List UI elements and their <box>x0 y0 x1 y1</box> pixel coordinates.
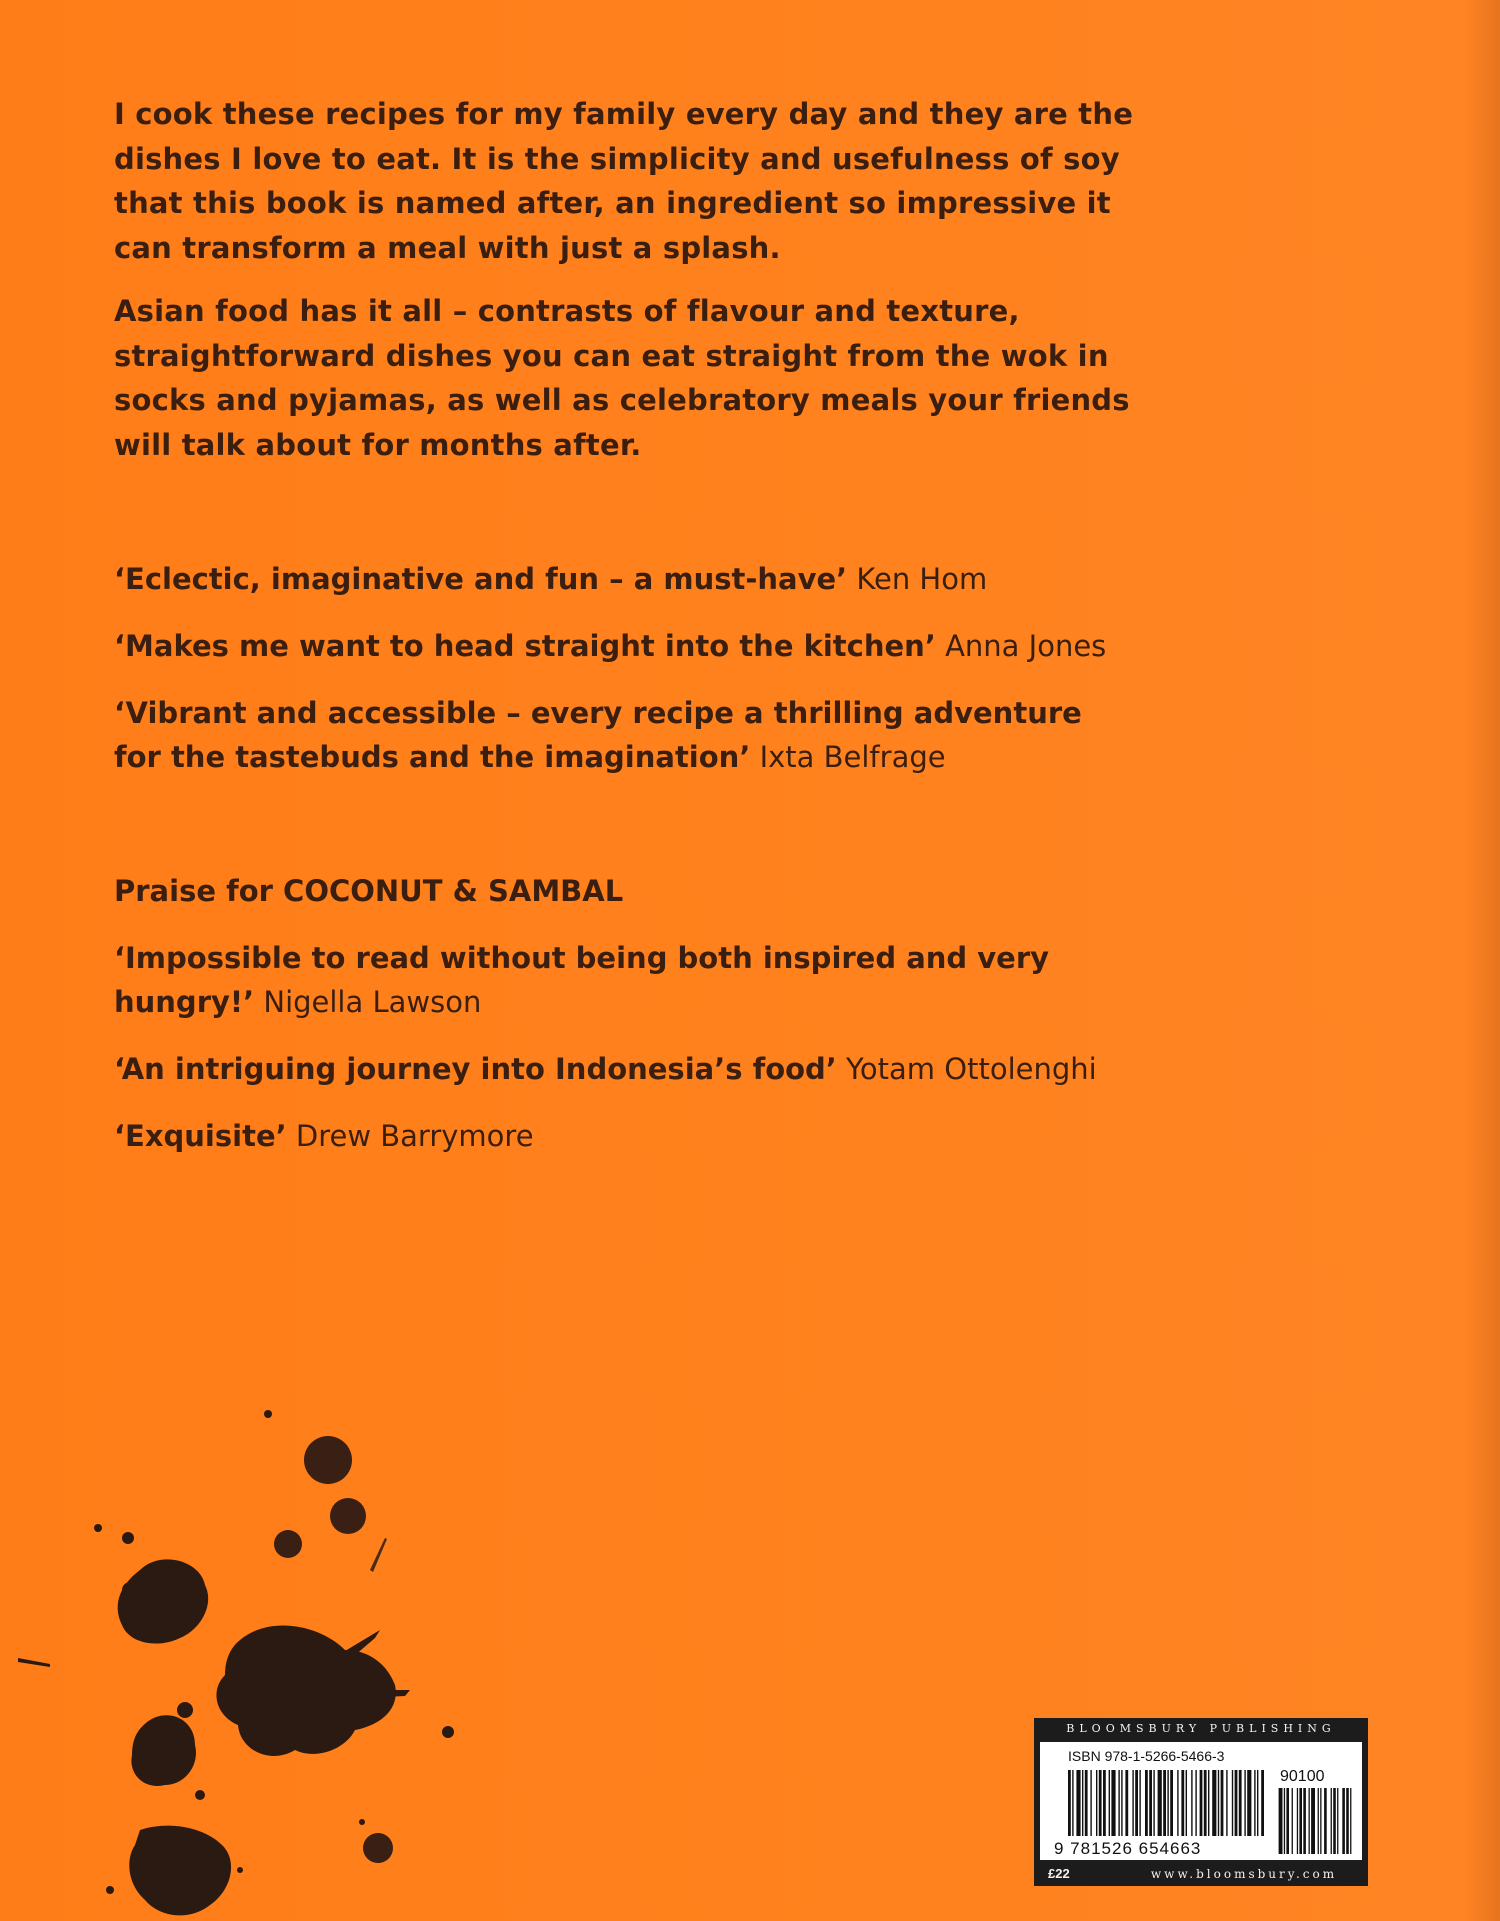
review-quote <box>114 624 1134 668</box>
quote-author: Drew Barrymore <box>295 1119 534 1153</box>
addon-bar <box>1337 1788 1338 1854</box>
quote-text: ‘Vibrant and accessible – every recipe a thrilling adventure for the tastebuds and the imagination’ <box>114 696 1082 774</box>
addon-bar <box>1297 1788 1298 1854</box>
ean-digits: 9 781526 654663 <box>1054 1839 1202 1858</box>
praise-heading: Praise for COCONUT & SAMBAL <box>114 874 624 908</box>
barcode-bar <box>1082 1770 1083 1836</box>
addon-code: 90100 <box>1280 1768 1325 1785</box>
barcode-bar <box>1235 1770 1238 1836</box>
cover-edge-shadow <box>1464 0 1500 1921</box>
barcode-bar <box>1158 1770 1162 1836</box>
barcode-bar <box>1247 1770 1251 1836</box>
quote-author: Yotam Ottolenghi <box>846 1052 1097 1086</box>
barcode-bar <box>1191 1770 1192 1836</box>
barcode-bar <box>1145 1770 1148 1836</box>
quote-text: ‘Eclectic, imaginative and fun – a must-have’ <box>114 562 848 596</box>
praise-quote <box>114 936 1074 1024</box>
barcode-panel <box>1034 1718 1368 1886</box>
praise-quotes <box>114 936 1134 1158</box>
barcode-bar <box>1212 1770 1216 1836</box>
barcode-bar <box>1163 1770 1166 1836</box>
addon-bar <box>1309 1788 1310 1854</box>
barcode-bar <box>1096 1770 1097 1836</box>
barcode-bar <box>1135 1770 1138 1836</box>
praise-quote <box>114 1047 1134 1091</box>
barcode-bar <box>1090 1770 1091 1836</box>
quote-author: Ken Hom <box>856 562 988 596</box>
barcode-bar <box>1254 1770 1255 1836</box>
barcode-bar <box>1167 1770 1168 1836</box>
addon-bar <box>1342 1788 1345 1854</box>
blurb-paragraph-1: I cook these recipes for my family every day and they are the dishes I love to eat. It is the simplicity and usefulness of soy that this book is named after, an ingredient so impressive it can transform a meal with just a splash. <box>114 97 1134 265</box>
review-quote <box>114 691 1114 779</box>
praise-quote <box>114 1114 1134 1158</box>
barcode-bar <box>1244 1770 1245 1836</box>
barcode-area <box>1040 1742 1362 1860</box>
publisher-name: BLOOMSBURY PUBLISHING <box>1066 1722 1336 1735</box>
addon-bar <box>1350 1788 1351 1854</box>
quote-text: ‘Exquisite’ <box>114 1119 287 1153</box>
barcode-bar <box>1186 1770 1187 1836</box>
addon-bar <box>1303 1788 1306 1854</box>
barcode-bar <box>1099 1770 1102 1836</box>
addon-bar <box>1286 1788 1289 1854</box>
quote-text: ‘An intriguing journey into Indonesia’s food’ <box>114 1052 837 1086</box>
barcode-bar <box>1170 1770 1173 1836</box>
quote-text: ‘Impossible to read without being both inspired and very hungry!’ <box>114 941 1050 1019</box>
barcode-bar <box>1200 1770 1203 1836</box>
addon-bar <box>1292 1788 1293 1854</box>
barcode-bar <box>1232 1770 1233 1836</box>
barcode-bar <box>1132 1770 1133 1836</box>
barcode-bar <box>1257 1770 1258 1836</box>
cover-text-block <box>114 92 1134 1181</box>
blurb <box>114 92 1134 467</box>
quote-author: Nigella Lawson <box>263 985 482 1019</box>
barcode-bar <box>1111 1770 1115 1836</box>
barcode-bar <box>1149 1770 1152 1836</box>
barcode-bar <box>1239 1770 1242 1836</box>
addon-bar <box>1324 1788 1327 1854</box>
addon-bar <box>1333 1788 1336 1854</box>
review-quote <box>114 557 1134 601</box>
quote-text: ‘Makes me want to head straight into the kitchen’ <box>114 629 936 663</box>
publisher-website: www.bloomsbury.com <box>1150 1867 1338 1881</box>
barcode-bar <box>1153 1770 1154 1836</box>
barcode-bar <box>1261 1770 1264 1836</box>
barcode-bar <box>1139 1770 1140 1836</box>
barcode-bar <box>1218 1770 1219 1836</box>
barcode-bar <box>1072 1770 1073 1836</box>
barcode-bar <box>1226 1770 1227 1836</box>
barcode-bar <box>1208 1770 1209 1836</box>
barcode-bar <box>1181 1770 1184 1836</box>
barcode-bar <box>1125 1770 1128 1836</box>
barcode-bar <box>1121 1770 1122 1836</box>
addon-bar <box>1346 1788 1349 1854</box>
barcode-bar <box>1109 1770 1110 1836</box>
barcode-bar <box>1076 1770 1080 1836</box>
addon-bar <box>1320 1788 1321 1854</box>
isbn-text: ISBN 978-1-5266-5466-3 <box>1068 1748 1225 1764</box>
addon-bar <box>1279 1788 1283 1854</box>
soy-sauce-splatter-graphic <box>0 1390 480 1921</box>
barcode-bar <box>1177 1770 1178 1836</box>
addon-bar <box>1318 1788 1319 1854</box>
addon-bar <box>1311 1788 1315 1854</box>
quote-author: Anna Jones <box>945 629 1107 663</box>
barcode-bar <box>1195 1770 1196 1836</box>
quote-author: Ixta Belfrage <box>759 740 946 774</box>
barcode-bar <box>1204 1770 1207 1836</box>
barcode-bar <box>1118 1770 1119 1836</box>
blurb-paragraph-2: Asian food has it all – contrasts of flavour and texture, straightforward dishes you can eat straight from the wok in socks and pyjamas, as well as celebratory meals your friends will talk about for months after. <box>114 294 1130 462</box>
addon-bar <box>1284 1788 1285 1854</box>
addon-bar <box>1331 1788 1332 1854</box>
barcode-bar <box>1068 1770 1071 1836</box>
review-quotes <box>114 557 1134 779</box>
addon-bar <box>1299 1788 1302 1854</box>
barcode-bar <box>1221 1770 1224 1836</box>
price-label: £22 <box>1048 1866 1070 1881</box>
barcode-bar <box>1085 1770 1088 1836</box>
barcode-bar <box>1103 1770 1106 1836</box>
